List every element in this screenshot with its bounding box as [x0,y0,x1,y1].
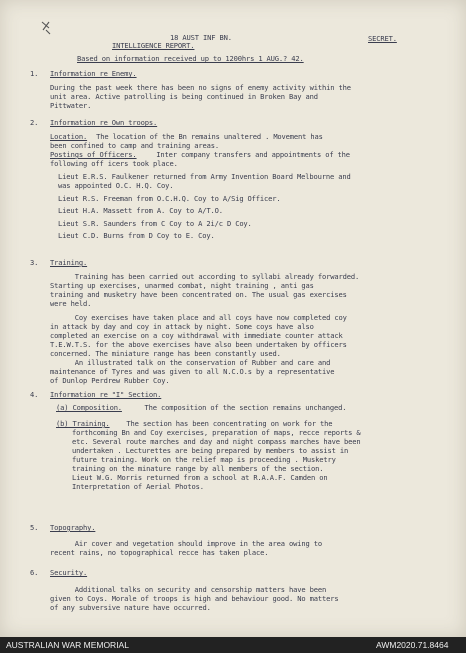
officer-line: Lieut R.S. Freeman from O.C.H.Q. Coy to A/Sig Officer. [58,194,281,203]
footer-institution: AUSTRALIAN WAR MEMORIAL [6,640,129,650]
body-line: The location of the Bn remains unaltered . Movement has [92,132,323,141]
officer-line: Lieut C.D. Burns from D Coy to E. Coy. [58,231,215,240]
body-line: in attack by day and coy in attack by night. Some coys have also [50,322,314,331]
section-number: 5. [30,523,39,532]
location-label: Location. [50,132,88,141]
training-label: (b) Training. [56,419,110,428]
body-line: training and musketry have been concentrated on. The usual gas exercises [50,290,347,299]
body-line: following off icers took place. [50,159,178,168]
section-heading-own-troops: Information re Own troops. [50,118,158,127]
body-line: future training. Work on the relief map is proceeding . Musketry [72,455,336,464]
body-line: been confined to camp and training areas. [50,141,219,150]
body-line: completed an exercise on a coy withdrawal with immediate counter attack [50,331,343,340]
section-number: 6. [30,568,39,577]
battalion-title: 18 AUST INF BN. [170,33,232,42]
body-line: The section has been concentrating on work for the [114,419,333,428]
classification-stamp: SECRET. [368,34,397,43]
body-line: Coy exercises have taken place and all coys have now completed coy [50,313,347,322]
body-line: Interpretation of Aerial Photos. [72,482,204,491]
body-line: Starting up exercises, unarmed combat, night training , anti gas [50,281,314,290]
postings-label: Postings of Officers. [50,150,137,159]
body-line: Inter company transfers and appointments of the [148,150,350,159]
body-line: During the past week there has been no signs of enemy activity within the [50,83,351,92]
body-line: of Dunlop Perdrew Rubber Coy. [50,376,170,385]
body-line: forthcoming Bn and Coy exercises, preparation of maps, recce reports & [72,428,361,437]
body-line: Pittwater. [50,101,92,110]
section-heading-i-section: Information re "I" Section. [50,390,162,399]
body-line: The composition of the section remains unchanged. [128,403,347,412]
body-line: Additional talks on security and censorship matters have been [50,585,327,594]
body-line: were held. [50,299,92,308]
section-heading-security: Security. [50,568,88,577]
footer-accession-number: AWM2020.71.8464 [376,640,449,650]
composition-label: (a) Composition. [56,403,122,412]
section-heading-enemy: Information re Enemy. [50,69,137,78]
body-line: Air cover and vegetation should improve in the area owing to [50,539,322,548]
body-line: concerned. The miniature range has been constantly used. [50,349,281,358]
officer-line: was appointed O.C. H.Q. Coy. [58,181,174,190]
section-heading-topography: Topography. [50,523,96,532]
section-heading-training: Training. [50,258,88,267]
officer-line: Lieut S.R. Saunders from C Coy to A 2i/c D Coy. [58,219,252,228]
body-line: recent rains, no topographical recce has taken place. [50,548,269,557]
section-number: 1. [30,69,39,78]
body-line: given to Coys. Morale of troops is high and behaviour good. No matters [50,594,339,603]
body-line: etc. Several route marches and day and night compass marches have been [72,437,361,446]
body-line: training on the minature range by all members of the section. [72,464,324,473]
report-subtitle: Based on information received up to 1200hrs 1 AUG.? 42. [77,54,304,63]
archive-footer [0,637,466,653]
body-line: undertaken . Lecturettes are being prepared by members to assist in [72,446,349,455]
section-number: 3. [30,258,39,267]
section-number: 4. [30,390,39,399]
officer-line: Lieut E.R.S. Faulkener returned from Army Invention Board Melbourne and [58,172,351,181]
body-line: of any subversive nature have occurred. [50,603,211,612]
report-title: INTELLIGENCE REPORT. [112,41,195,50]
section-number: 2. [30,118,39,127]
body-line: Lieut W.G. Morris returned from a school at R.A.A.F. Camden on [72,473,328,482]
body-line: T.E.W.T.S. for the above exercises have also been undertaken by officers [50,340,347,349]
body-line: An illustrated talk on the conservation of Rubber and care and [50,358,331,367]
body-line: maintenance of Tyres and was given to all N.C.O.s by a representative [50,367,335,376]
body-line: unit area. Active patrolling is being continued in Broken Bay and [50,92,318,101]
officer-line: Lieut H.A. Massett from A. Coy to A/T.O. [58,206,223,215]
body-line: Training has been carried out according to syllabi already forwarded. [50,272,360,281]
